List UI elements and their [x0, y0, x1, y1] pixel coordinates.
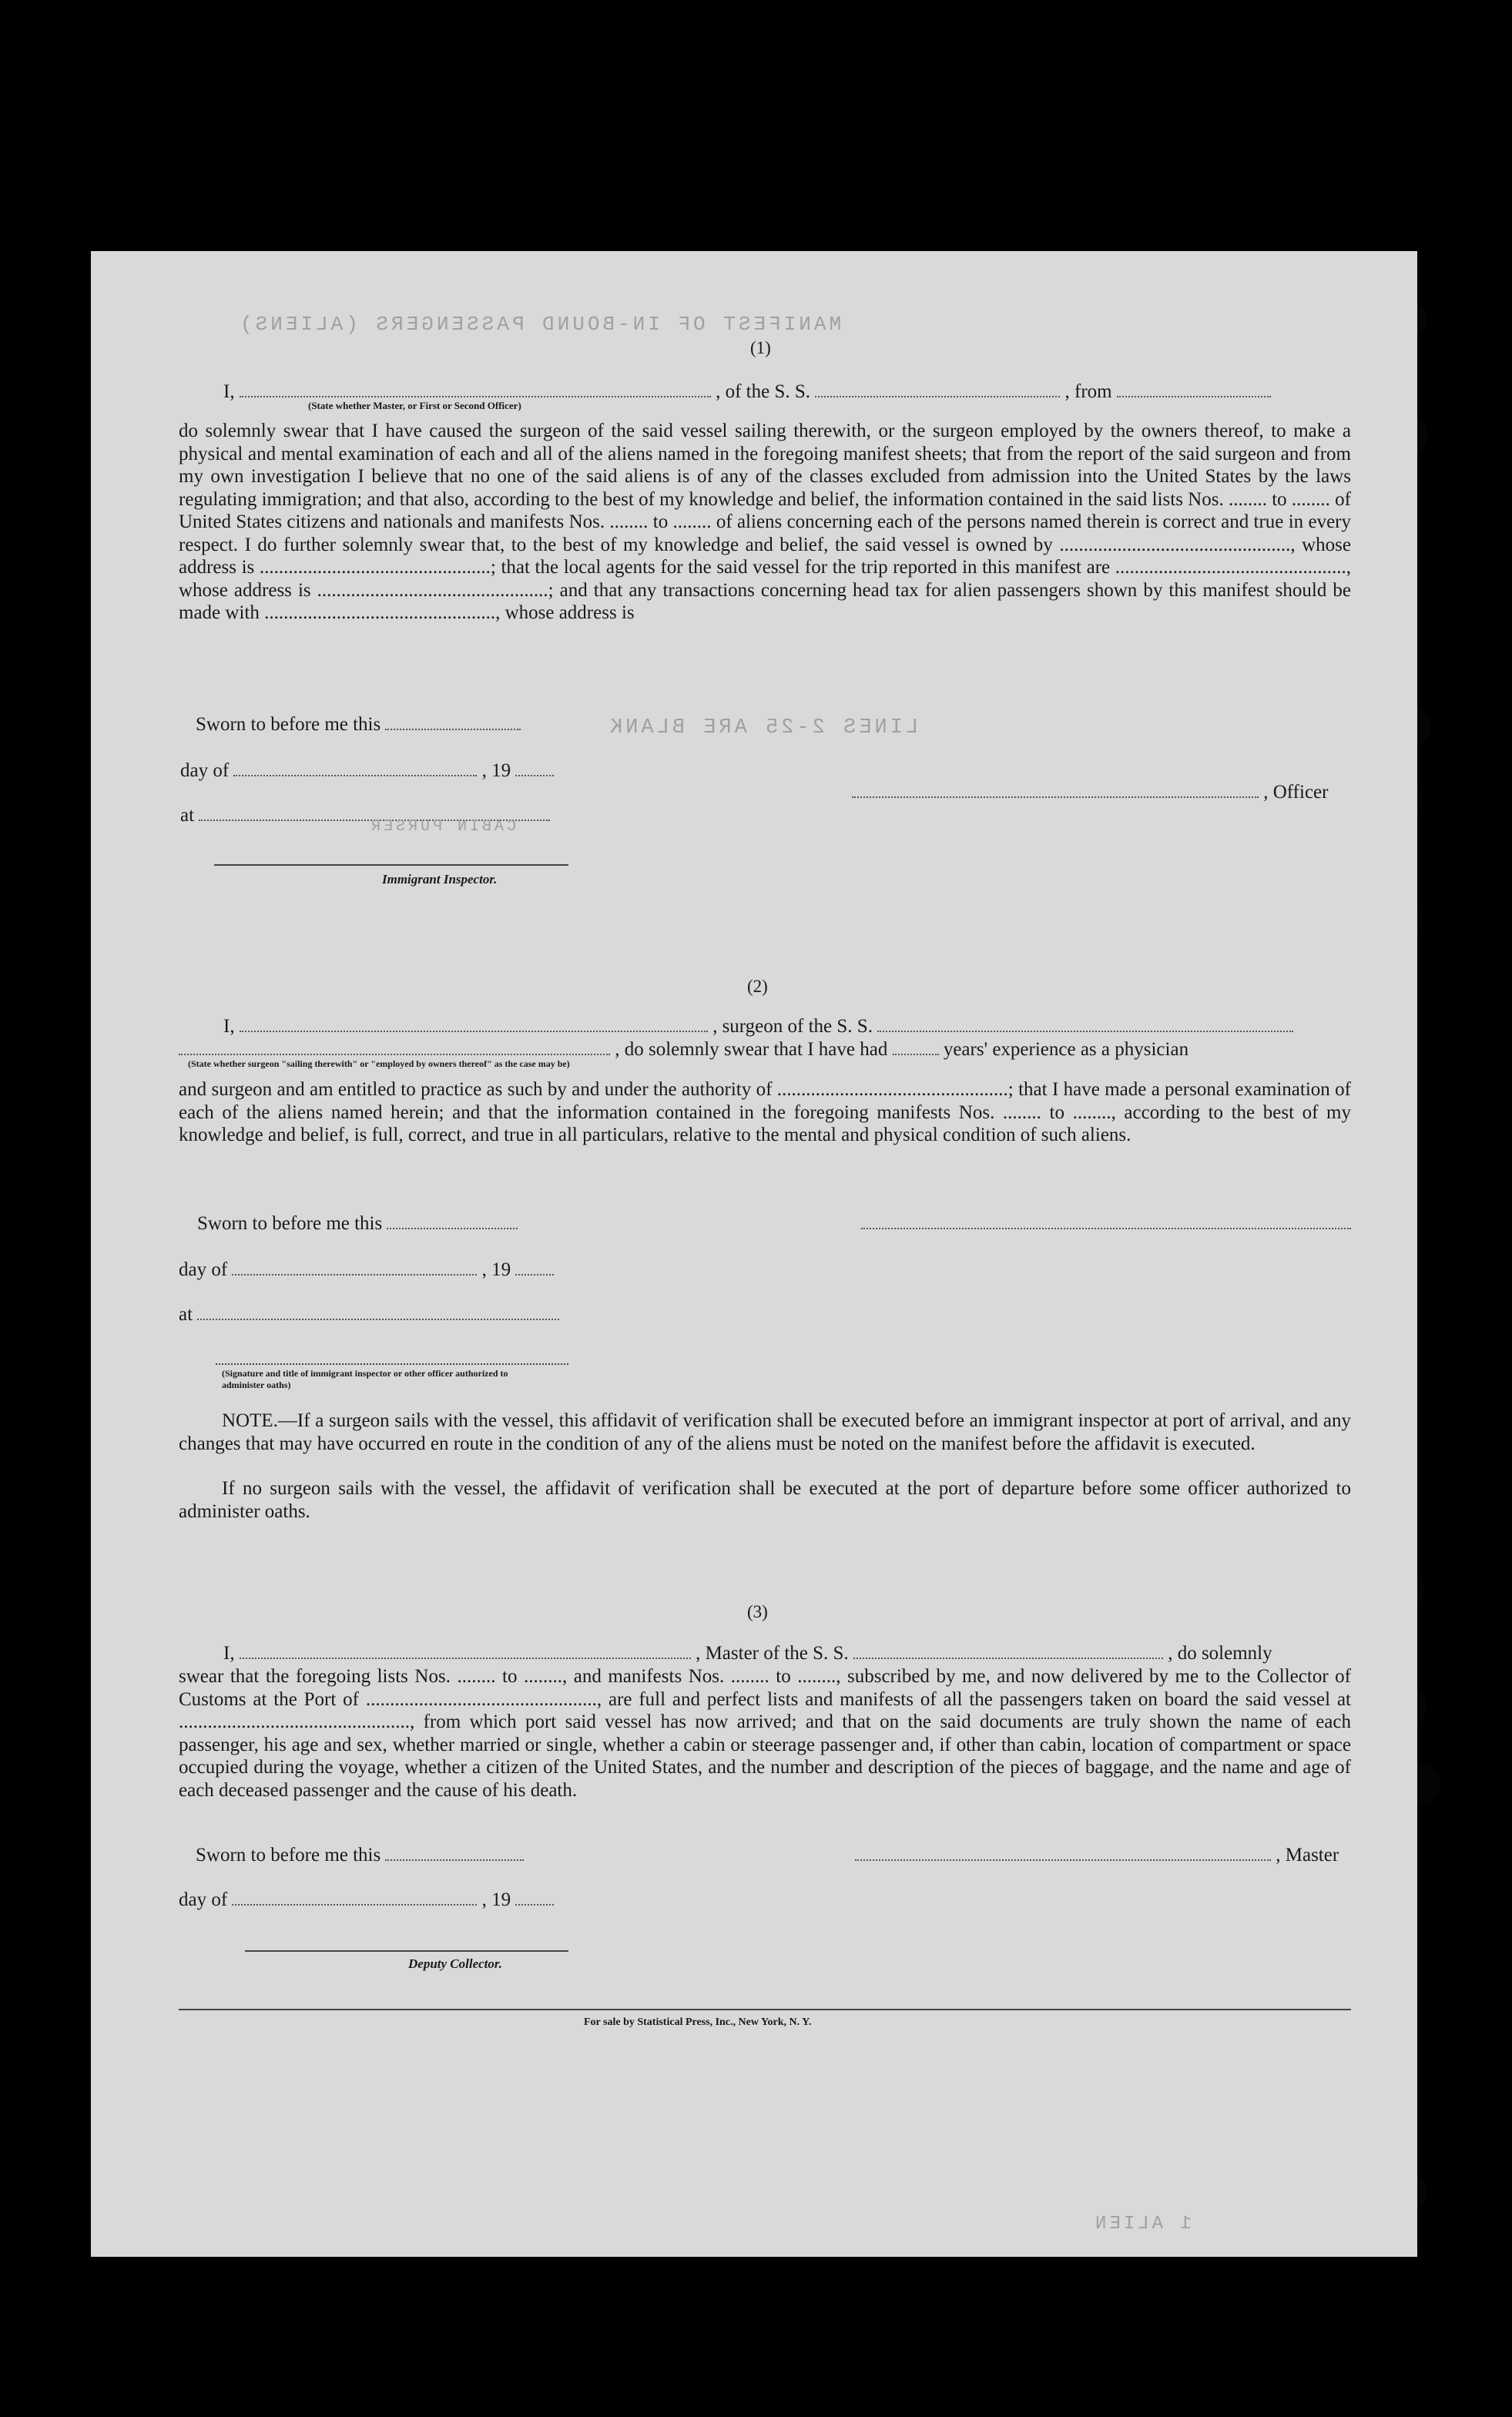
s1-sworn-field[interactable] — [385, 715, 521, 730]
s1-caption: (State whether Master, or First or Second Officer) — [308, 400, 521, 411]
s3-paragraph: swear that the foregoing lists Nos. ........ to ........, and manifests Nos. ........ to ........, subscribed by me, and now delivered by me to the Collector of Customs at the Port of ................................................, are full and perfect lists and manifests of all the passengers taken on board the said vessel at ................................................, from which port said vessel has now arrived; and that on the said documents are truly shown the name of each passenger, his age and sex, whether married or single, whether a cabin or steerage passenger and, if other than cabin, location of compartment or space occupied during the voyage, whether a citizen of the United States, and the number and description of the pieces of baggage, and the name and age of each deceased passenger and the cause of his death. — [179, 1666, 1351, 1801]
s2-at-field[interactable] — [197, 1305, 559, 1320]
s3-year-field[interactable] — [515, 1890, 554, 1906]
s3-master-label: , Master of the S. S. — [696, 1643, 849, 1664]
s1-from: , from — [1064, 381, 1112, 402]
s2-at-label: at — [179, 1304, 193, 1325]
s2-years-label: years' experience as a physician — [943, 1039, 1189, 1060]
s2-sig-line — [216, 1363, 568, 1365]
cabin-purser-stamp: CABIN PURSER — [368, 818, 517, 836]
section-3-number: (3) — [747, 1602, 768, 1621]
s2-years-field[interactable] — [893, 1040, 939, 1055]
s3-name-field[interactable] — [240, 1644, 691, 1659]
s1-at-label: at — [180, 805, 195, 826]
s2-sworn-field[interactable] — [387, 1214, 518, 1229]
manifest-page — [91, 251, 1417, 2257]
s1-vessel-field[interactable] — [815, 382, 1060, 397]
s3-master-sig-label: , Master — [1276, 1845, 1339, 1866]
footer-rule — [179, 2009, 1351, 2010]
s2-day-of-label: day of — [179, 1259, 228, 1280]
s2-at — [179, 1303, 559, 1326]
s3-header-line — [223, 1642, 1272, 1664]
s1-name-field[interactable] — [240, 382, 711, 397]
s1-day-of — [180, 759, 554, 782]
s3-master-field[interactable] — [855, 1845, 1271, 1861]
s1-sworn-label: Sworn to before me this — [196, 714, 381, 735]
s2-i: I, — [223, 1016, 235, 1037]
s1-year-label: , 19 — [481, 760, 511, 781]
s3-signer: Deputy Collector. — [408, 1956, 502, 1971]
s2-note-1-text: NOTE.—If a surgeon sails with the vessel, this affidavit of verification shall be executed before an immigrant inspector at port of arrival, and any changes that may have occurred en route in the condition of any of the aliens must be noted on the manifest before the affidavit is executed. — [179, 1410, 1351, 1454]
s3-day-of — [179, 1889, 554, 1911]
s2-second-line — [179, 1038, 1188, 1061]
s2-note-1 — [179, 1410, 1351, 1455]
s1-day-field[interactable] — [233, 761, 477, 776]
s1-sig-line — [214, 864, 568, 866]
s3-master-sig — [855, 1844, 1339, 1866]
s2-sworn — [197, 1212, 518, 1235]
section-2-number: (2) — [747, 977, 768, 996]
s1-day-of-label: day of — [180, 760, 230, 781]
s3-i: I, — [223, 1643, 235, 1664]
s1-year-field[interactable] — [515, 761, 554, 776]
s2-header-line — [223, 1015, 1293, 1038]
s1-officer-label: , Officer — [1263, 782, 1329, 803]
s2-day-of — [179, 1259, 554, 1281]
s3-sworn-label: Sworn to before me this — [196, 1845, 381, 1866]
s2-note-2-text: If no surgeon sails with the vessel, the affidavit of verification shall be executed at the port of departure before some officer authorized to administer oaths. — [179, 1478, 1351, 1522]
s2-sig-caption: (Signature and title of immigrant inspector or other officer authorized to administer oaths) — [222, 1368, 508, 1390]
s2-note-2 — [179, 1477, 1351, 1523]
s2-caption: (State whether surgeon "sailing therewith" or "employed by owners thereof" as the case may be) — [188, 1058, 570, 1069]
s2-day-field[interactable] — [232, 1260, 477, 1276]
bleed-through-bottom: 1 ALIEN — [1092, 2214, 1192, 2234]
s1-sworn — [196, 713, 521, 736]
s2-vessel-field[interactable] — [877, 1017, 1293, 1032]
s3-vessel-field[interactable] — [853, 1644, 1163, 1659]
s2-paragraph: and surgeon and am entitled to practice as such by and under the authority of ................................................; that I have made a personal examination of each of the aliens named herein; and that the information contained in the foregoing manifests Nos. ........ to ........, according to the best of my knowledge and belief, is full, correct, and true in all particulars, relative to the mental and physical condition of such aliens. — [179, 1079, 1351, 1145]
s3-swear-label: , do solemnly — [1168, 1643, 1272, 1664]
s3-sworn-field[interactable] — [385, 1845, 524, 1861]
s2-sworn-label: Sworn to before me this — [197, 1213, 383, 1234]
s1-signer: Immigrant Inspector. — [382, 872, 498, 887]
s1-of-ss: , of the S. S. — [716, 381, 811, 402]
bleed-through-title: MANIFEST OF IN-BOUND PASSENGERS (ALIENS) — [237, 313, 842, 336]
s2-sig-field[interactable] — [861, 1212, 1351, 1235]
s2-year-label: , 19 — [481, 1259, 511, 1280]
s1-from-field[interactable] — [1117, 382, 1271, 397]
blank-lines-stamp: LINES 2-25 ARE BLANK — [607, 716, 919, 739]
s2-surgeon-sig-field[interactable] — [861, 1214, 1351, 1229]
s3-year-label: , 19 — [481, 1889, 511, 1910]
s1-i: I, — [223, 381, 235, 402]
s3-sworn — [196, 1844, 524, 1866]
s3-sig-line — [245, 1950, 568, 1952]
s1-paragraph: do solemnly swear that I have caused the surgeon of the said vessel sailing therewith, or the surgeon employed by the owners thereof, to make a physical and mental examination of each and all of the aliens named in the foregoing manifest sheets; that from the report of the said surgeon and from my own investigation I believe that no one of the said aliens is of any of the classes excluded from admission into the United States by the laws regulating immigration; and that also, according to the best of my knowledge and belief, the information contained in the said lists Nos. ........ to ........ of United States citizens and nationals and manifests Nos. ........ to ........ of aliens concerning each of the persons named therein is correct and true in every respect. I do further solemnly swear that, to the best of my knowledge and belief, the said vessel is owned by ................................................, whose address is ................................................; that the local agents for the said vessel for the trip reported in this manifest are ................................................, whose address is ................................................; and that any transactions concerning head tax for alien passengers shown by this manifest should be made with ................................................, whose address is — [179, 421, 1351, 623]
s1-officer — [852, 781, 1328, 803]
s2-year-field[interactable] — [515, 1260, 554, 1276]
s3-day-of-label: day of — [179, 1889, 228, 1910]
s3-day-field[interactable] — [232, 1890, 477, 1906]
footer-imprint: For sale by Statistical Press, Inc., New York, N. Y. — [584, 2016, 812, 2028]
s2-status-field[interactable] — [179, 1040, 610, 1055]
s2-name-field[interactable] — [240, 1017, 708, 1032]
s1-officer-field[interactable] — [852, 783, 1259, 798]
s2-swear-label: , do solemnly swear that I have had — [615, 1039, 888, 1060]
section-1-number: (1) — [750, 338, 771, 357]
s2-surgeon-label: , surgeon of the S. S. — [712, 1016, 873, 1037]
